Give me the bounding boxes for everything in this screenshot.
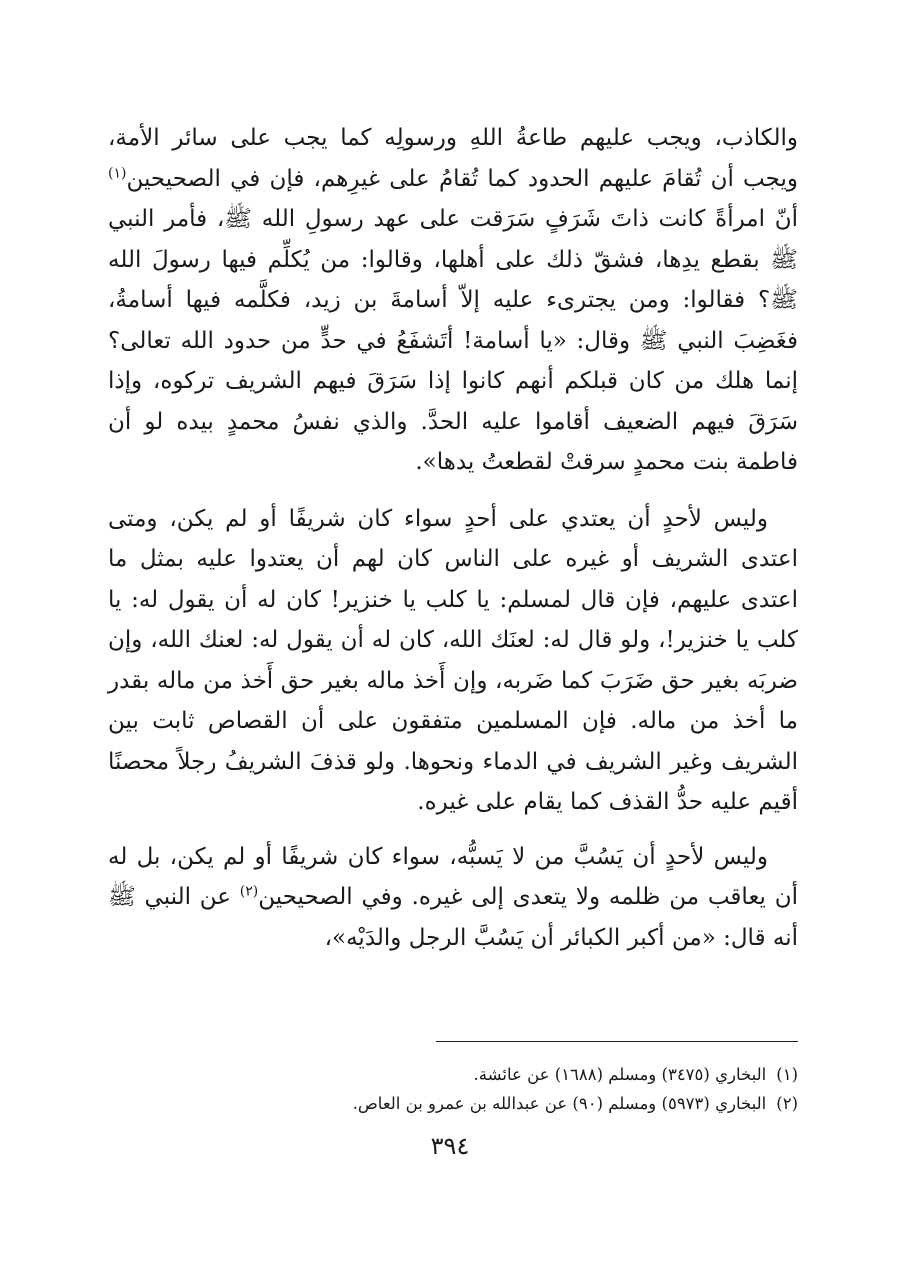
paragraph-1-continuation: أنّ امرأةً كانت ذاتَ شَرَفٍ سَرَقت على عهد رسولِ الله ﷺ، فأمر النبي ﷺ بقطع يدِها، فشقّ ذلك على أهلها، وقالوا: من يُكلِّم فيها رسولَ الله ﷺ؟ فقالوا: ومن يجترىء عليه إلاّ أسامةَ بن زيد، فكلَّمه فيها أسامةُ، فغَضِبَ النبي ﷺ وقال: «يا أسامة! أتَشفَعُ في حدٍّ من حدود الله تعالى؟ إنما هلك من كان قبلكم أنهم كانوا إذا سَرَقَ فيهم الشريف تركوه، وإذا سَرَقَ فيهم الضعيف أقاموا عليه الحدَّ. والذي نفسُ محمدٍ بيده لو أن فاطمة بنت محمدٍ سرقتْ لقطعتُ يدها». xyxy=(108,206,798,475)
footnote-1-number: (١) xyxy=(776,1065,798,1084)
footnote-2-text: البخاري (٥٩٧٣) ومسلم (٩٠) عن عبدالله بن عمرو بن العاص. xyxy=(352,1094,767,1113)
paragraph-1 xyxy=(108,118,798,483)
paragraph-3-continuation: عن النبي ﷺ أنه قال: «من أكبر الكبائر أن يَسُبَّ الرجل والدَيْه»، xyxy=(108,884,798,951)
paragraph-1-text: والكاذب، ويجب عليهم طاعةُ اللهِ ورسولِه كما يجب على سائر الأمة، ويجب أن تُقامَ عليهم الحدود كما تُقامُ على غيرِهم، فإن في الصحيحين xyxy=(108,125,799,192)
paragraph-3-text: وليس لأحدٍ أن يَسُبَّ من لا يَسبُّه، سواء كان شريفًا أو لم يكن، بل له أن يعاقب من ظلمه ولا يتعدى إلى غيره. وفي الصحيحين xyxy=(108,843,798,910)
footnote-separator xyxy=(436,1041,798,1042)
footnote-ref-1[interactable]: (١) xyxy=(108,164,127,181)
footnote-1 xyxy=(150,1060,798,1089)
footnote-2 xyxy=(150,1089,798,1118)
footnote-ref-2[interactable]: (٢) xyxy=(239,883,259,900)
footnote-2-number: (٢) xyxy=(776,1094,798,1113)
footnotes xyxy=(150,1060,798,1118)
footnote-1-text: البخاري (٣٤٧٥) ومسلم (١٦٨٨) عن عائشة. xyxy=(473,1065,767,1084)
paragraph-3 xyxy=(108,837,798,959)
paragraph-2: وليس لأحدٍ أن يعتدي على أحدٍ سواء كان شريفًا أو لم يكن، ومتى اعتدى الشريف أو غيره على الناس كان لهم أن يعتدوا عليه بمثل ما اعتدى عليهم، فإن قال لمسلم: يا كلب يا خنزير! كان له أن يقول له: يا كلب يا خنزير!، ولو قال له: لعنَك الله، كان له أن يقول له: لعنك الله، وإن ضربَه بغير حق ضَرَبَ كما ضَربه، وإن أَخذ ماله بغير حق أَخذ من ماله بقدر ما أخذ من ماله. فإن المسلمين متفقون على أن القصاص ثابت بين الشريف وغير الشريف في الدماء ونحوها. ولو قذفَ الشريفُ رجلاً محصنًا أقيم عليه حدُّ القذف كما يقام على غيره. xyxy=(108,505,798,815)
page-number: ٣٩٤ xyxy=(430,1132,470,1160)
page-body xyxy=(108,118,798,958)
